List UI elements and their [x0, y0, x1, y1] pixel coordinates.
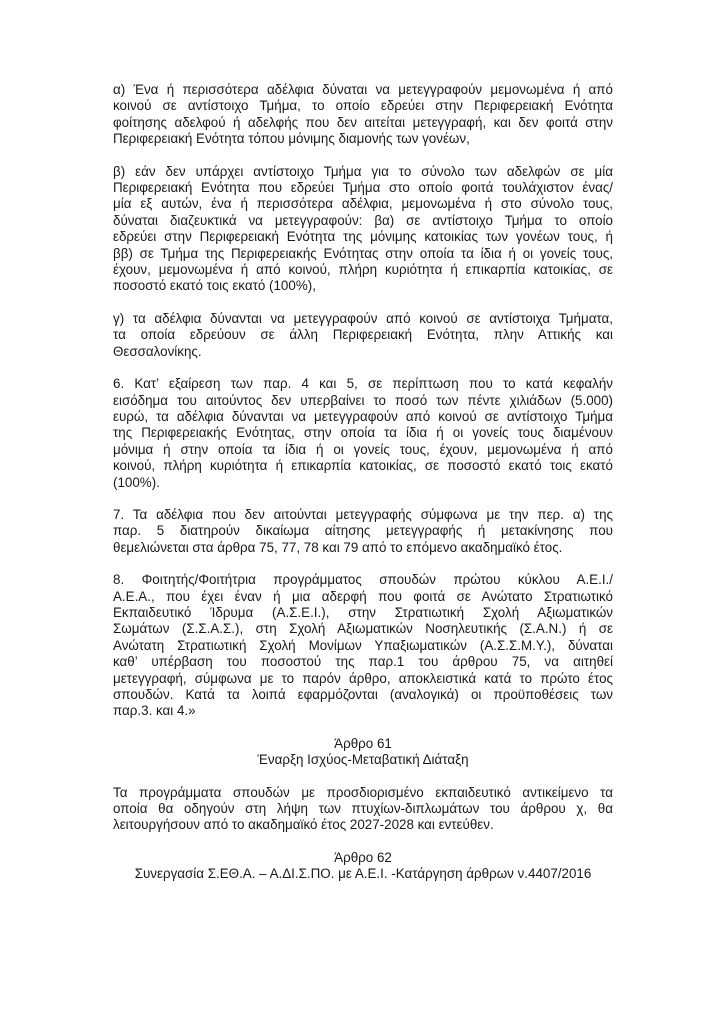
- text-line: 7. Τα αδέλφια που δεν αιτούνται μετεγγραφής σύμφωνα με την περ. α) της: [113, 506, 613, 522]
- text-line: παρ. 5 διατηρούν δικαίωμα αίτησης μετεγγραφής ή μετακίνησης που: [113, 523, 613, 539]
- article-61-title: Έναρξη Ισχύος-Μεταβατική Διάταξη: [257, 752, 469, 768]
- text-line: Α.Ε.Α., που έχει έναν ή μια αδερφή που φοιτά σε Ανώτατο Στρατιωτικό: [113, 588, 613, 604]
- document-page: [113, 82, 613, 883]
- text-line: λειτουργήσουν από το ακαδημαϊκό έτος 2027-2028 και εντεύθεν.: [113, 817, 494, 833]
- text-line: Περιφερειακή Ενότητα τόπου μόνιμης διαμονής των γονέων,: [113, 131, 470, 147]
- text-line: φοίτησης αδελφού ή αδελφής που δεν αιτείται μετεγγραφή, και δεν φοιτά στην: [113, 114, 613, 130]
- text-line: 6. Κατ’ εξαίρεση των παρ. 4 και 5, σε περίπτωση που το κατά κεφαλήν: [113, 376, 613, 392]
- text-line: εισόδημα του αιτούντος δεν υπερβαίνει το ποσό των πέντε χιλιάδων (5.000): [113, 392, 613, 408]
- text-line: Περιφερειακή Ενότητα που εδρεύει Τμήμα στο οποίο φοιτά τουλάχιστον ένας/: [113, 180, 613, 196]
- text-line: ευρώ, τα αδέλφια δύνανται να μετεγγραφούν από κοινού σε αντίστοιχο Τμήμα: [113, 408, 613, 424]
- paragraph-5b: [113, 164, 613, 295]
- text-line: Θεσσαλονίκης.: [113, 343, 202, 359]
- text-line: οποία θα οδηγούν στη λήψη των πτυχίων-διπλωμάτων του άρθρου χ, θα: [113, 801, 613, 817]
- text-line: τα οποία εδρεύουν σε άλλη Περιφερειακή Ενότητα, πλην Αττικής και: [113, 327, 613, 343]
- article-61-number: Άρθρο 61: [334, 735, 392, 751]
- text-line: μία εξ αυτών, ένα ή περισσότερα αδέλφια, μεμονωμένα ή στο σύνολο τους,: [113, 196, 613, 212]
- text-line: παρ.3. και 4.»: [113, 703, 196, 719]
- text-line: ββ) σε Τμήμα της Περιφερειακής Ενότητας στην οποία τα ίδια ή οι γονείς τους,: [113, 245, 613, 261]
- text-line: (100%).: [113, 474, 160, 490]
- text-line: Τα προγράμματα σπουδών με προσδιορισμένο εκπαιδευτικό αντικείμενο τα: [113, 784, 613, 800]
- text-line: ποσοστό εκατό τοις εκατό (100%),: [113, 278, 316, 294]
- text-line: α) Ένα ή περισσότερα αδέλφια δύναται να μετεγγραφούν μεμονωμένα ή από: [113, 82, 613, 97]
- text-line: Ανώτατη Στρατιωτική Σχολή Μονίμων Υπαξιωματικών (Α.Σ.Σ.Μ.Υ.), δύναται: [113, 637, 613, 653]
- text-line: κοινού σε αντίστοιχο Τμήμα, το οποίο εδρεύει στην Περιφερειακή Ενότητα: [113, 98, 613, 114]
- text-line: Εκπαιδευτικό Ίδρυμα (Α.Σ.Ε.Ι.), στην Στρατιωτική Σχολή Αξιωματικών: [113, 604, 613, 620]
- text-line: μετεγγραφή, σύμφωνα με το παρόν άρθρο, αποκλειστικά κατά το πρώτο έτος: [113, 670, 613, 686]
- paragraph-5c: [113, 311, 613, 360]
- paragraph-6: [113, 376, 613, 491]
- text-line: δύναται διαζευκτικά να μετεγγραφούν: βα) σε αντίστοιχο Τμήμα το οποίο: [113, 212, 613, 228]
- text-line: έχουν, μεμονωμένα ή από κοινού, πλήρη κυριότητα ή επικαρπία κατοικίας, σε: [113, 262, 613, 278]
- text-line: σπουδών. Κατά τα λοιπά εφαρμόζονται (αναλογικά) οι προϋποθέσεις των: [113, 687, 613, 702]
- text-line: Σωμάτων (Σ.Σ.Α.Σ.), στη Σχολή Αξιωματικών Νοσηλευτικής (Σ.Α.Ν.) ή σε: [113, 621, 613, 637]
- article-62-number: Άρθρο 62: [334, 849, 392, 865]
- article-62-title: Συνεργασία Σ.ΕΘ.Α. – Α.ΔΙ.Σ.ΠΟ. με Α.Ε.Ι. -Κατάργηση άρθρων ν.4407/2016: [134, 866, 592, 882]
- paragraph-5a: [113, 82, 613, 148]
- text-line: της Περιφερειακής Ενότητας, στην οποία τα ίδια ή οι γονείς τους διαμένουν: [113, 425, 613, 441]
- text-line: μόνιμα ή στην οποία τα ίδια ή οι γονείς τους, έχουν, μεμονωμένα ή από: [113, 441, 613, 457]
- article-61-body: [113, 785, 613, 834]
- text-line: εδρεύει στην Περιφερειακή Ενότητα της μόνιμης κατοικίας των γονέων τους, ή: [113, 229, 613, 245]
- paragraph-7: [113, 507, 613, 556]
- text-line: καθ’ υπέρβαση του ποσοστού της παρ.1 του άρθρου 75, να αιτηθεί: [113, 654, 613, 670]
- text-line: 8. Φοιτητής/Φοιτήτρια προγράμματος σπουδών πρώτου κύκλου Α.Ε.Ι./: [113, 572, 613, 588]
- text-line: κοινού, πλήρη κυριότητα ή επικαρπία κατοικίας, σε ποσοστό εκατό τοις εκατό: [113, 458, 613, 474]
- paragraph-8: [113, 572, 613, 720]
- text-line: β) εάν δεν υπάρχει αντίστοιχο Τμήμα για το σύνολο των αδελφών σε μία: [113, 163, 613, 179]
- text-line: θεμελιώνεται στα άρθρα 75, 77, 78 και 79 από το επόμενο ακαδημαϊκό έτος.: [113, 539, 563, 555]
- text-line: γ) τα αδέλφια δύνανται να μετεγγραφούν από κοινού σε αντίστοιχα Τμήματα,: [113, 310, 613, 326]
